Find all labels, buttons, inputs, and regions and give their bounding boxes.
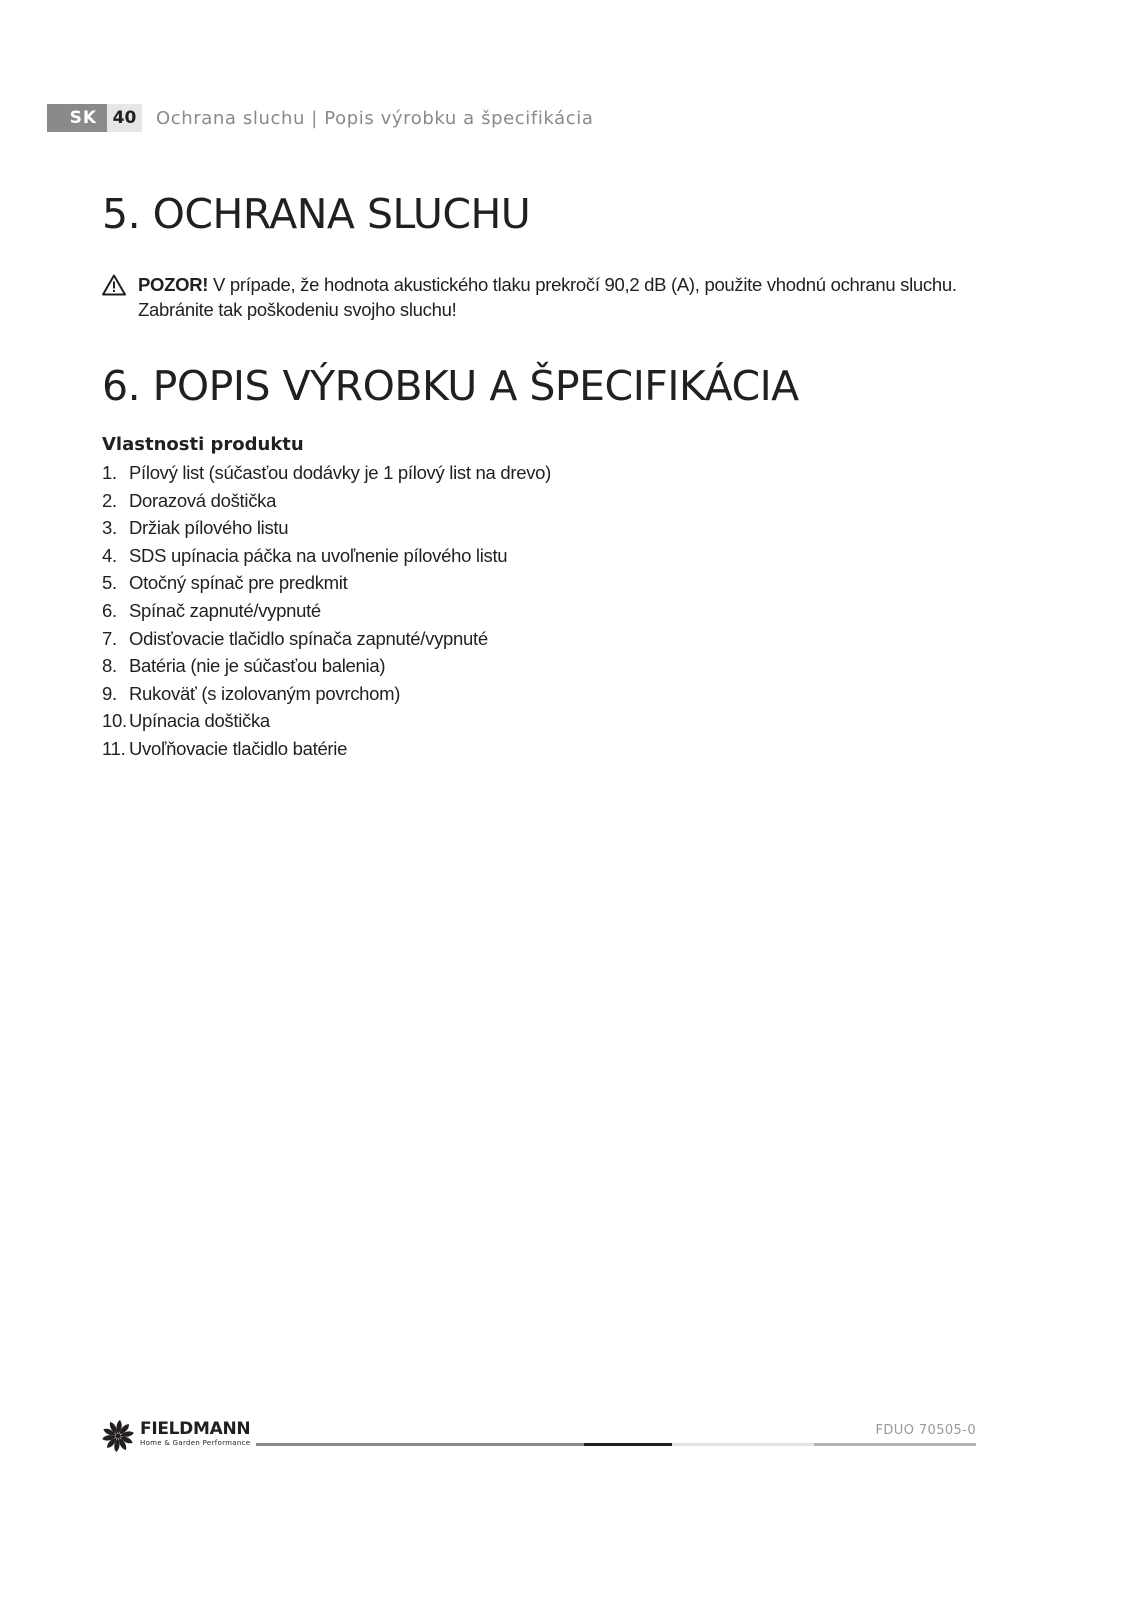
language-badge: SK bbox=[47, 104, 107, 132]
item-number: 5. bbox=[102, 572, 117, 594]
item-number: 11. bbox=[102, 737, 126, 759]
item-number: 1. bbox=[102, 462, 117, 483]
features-title: Vlastnosti produktu bbox=[102, 434, 304, 455]
item-text: Spínač zapnuté/vypnuté bbox=[129, 599, 321, 621]
item-number: 10. bbox=[102, 710, 127, 732]
item-text: SDS upínacia páčka na uvoľnenie pílového listu bbox=[129, 544, 508, 566]
page-header bbox=[47, 104, 594, 132]
list-item bbox=[102, 514, 551, 542]
warning-text bbox=[138, 272, 1002, 322]
list-item bbox=[102, 597, 551, 625]
list-item bbox=[102, 707, 551, 735]
item-text: Držiak pílového listu bbox=[129, 517, 289, 539]
section-5-heading: 5. OCHRANA SLUCHU bbox=[102, 190, 531, 238]
item-text: Rukoväť (s izolovaným povrchom) bbox=[129, 682, 401, 704]
list-item bbox=[102, 542, 551, 570]
list-item bbox=[102, 459, 551, 487]
brand-tagline: Home & Garden Performance bbox=[140, 1439, 251, 1447]
section-6-heading: 6. POPIS VÝROBKU A ŠPECIFIKÁCIA bbox=[102, 362, 799, 410]
item-number: 3. bbox=[102, 517, 117, 539]
warning-message: V prípade, že hodnota akustického tlaku prekročí 90,2 dB (A), použite vhodnú ochranu sluchu. Zabránite tak poškodeniu svojho sluchu! bbox=[138, 274, 957, 320]
item-number: 6. bbox=[102, 599, 117, 621]
item-text: Batéria (nie je súčasťou balenia) bbox=[129, 655, 386, 677]
page-number: 40 bbox=[107, 104, 142, 132]
header-title: Ochrana sluchu | Popis výrobku a špecifikácia bbox=[156, 107, 594, 129]
item-text: Otočný spínač pre predkmit bbox=[129, 572, 348, 594]
footer-line-segment bbox=[584, 1443, 672, 1446]
features-list bbox=[102, 459, 551, 763]
fieldmann-logo bbox=[100, 1418, 250, 1454]
list-item bbox=[102, 735, 551, 763]
item-number: 8. bbox=[102, 655, 117, 677]
item-number: 2. bbox=[102, 489, 117, 511]
footer-line-segment bbox=[672, 1443, 814, 1446]
brand-name: FIELDMANN bbox=[140, 1419, 251, 1439]
product-code: FDUO 70505-0 bbox=[875, 1423, 976, 1438]
list-item bbox=[102, 680, 551, 708]
list-item bbox=[102, 625, 551, 653]
list-item bbox=[102, 487, 551, 515]
footer-line-segment bbox=[256, 1443, 584, 1446]
item-text: Uvoľňovacie tlačidlo batérie bbox=[129, 737, 348, 759]
warning-label: POZOR! bbox=[138, 274, 209, 295]
list-item bbox=[102, 652, 551, 680]
item-text: Odisťovacie tlačidlo spínača zapnuté/vypnuté bbox=[129, 627, 488, 649]
footer-line-segment bbox=[814, 1443, 976, 1446]
warning-triangle-icon bbox=[102, 274, 126, 296]
item-number: 4. bbox=[102, 544, 117, 566]
warning-block bbox=[102, 272, 1002, 322]
item-text: Upínacia doštička bbox=[129, 710, 270, 732]
item-number: 7. bbox=[102, 627, 117, 649]
item-text: Pílový list (súčasťou dodávky je 1 pílový list na drevo) bbox=[129, 462, 551, 483]
fieldmann-fan-logo-icon bbox=[100, 1418, 136, 1454]
list-item bbox=[102, 569, 551, 597]
item-number: 9. bbox=[102, 682, 117, 704]
item-text: Dorazová doštička bbox=[129, 489, 277, 511]
